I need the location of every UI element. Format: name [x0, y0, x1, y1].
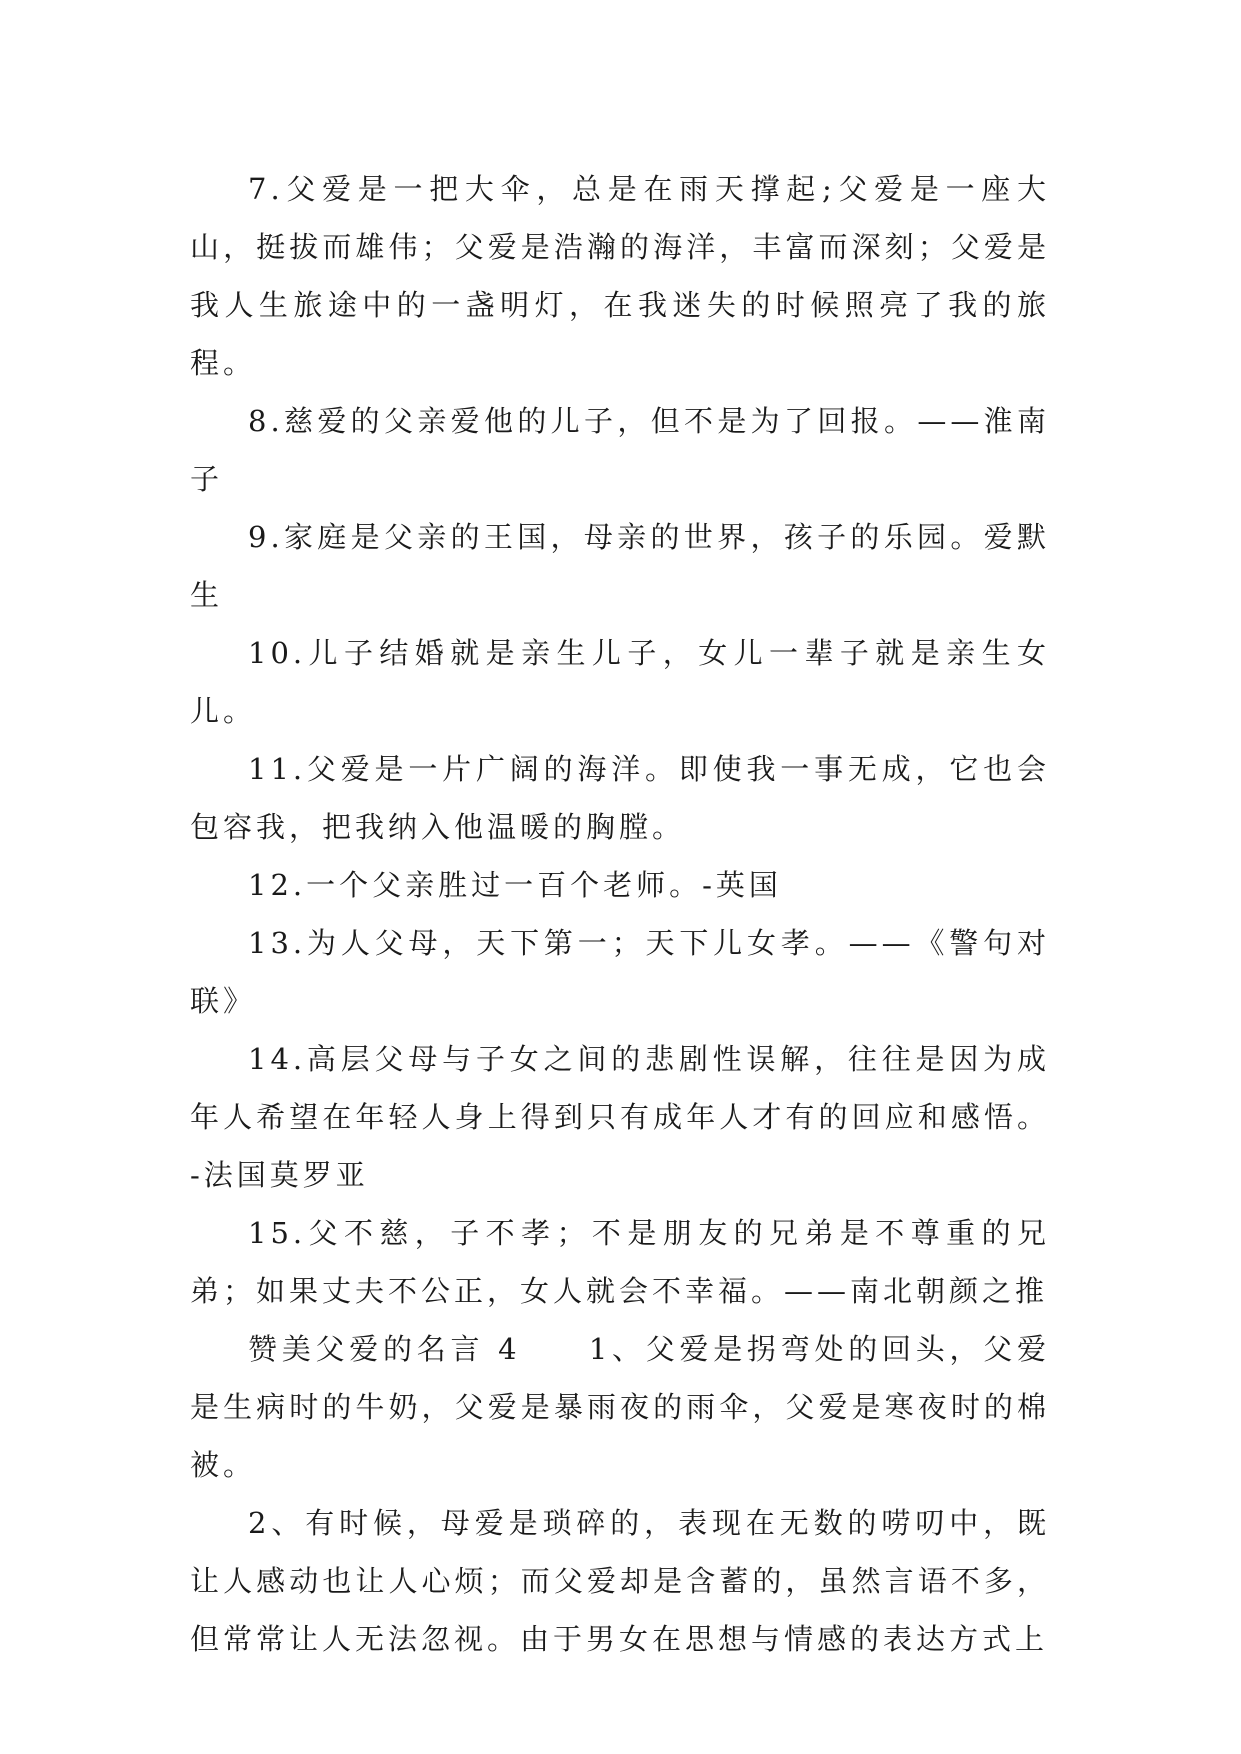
paragraph-section-4-quote-1: 赞美父爱的名言 4 1、父爱是拐弯处的回头，父爱是生病时的牛奶，父爱是暴雨夜的雨伞，父爱是寒夜时的棉被。: [190, 1332, 1050, 1482]
document-page: [190, 160, 1050, 1668]
paragraph-section-4-quote-2: 2、有时候，母爱是琐碎的，表现在无数的唠叨中，既让人感动也让人心烦；而父爱却是含蓄的，虽然言语不多，但常常让人无法忽视。由于男女在思想与情感的表达方式上: [190, 1506, 1050, 1656]
paragraph-quote-11: 11.父爱是一片广阔的海洋。即使我一事无成，它也会包容我，把我纳入他温暖的胸膛。: [190, 752, 1050, 844]
paragraph-quote-13: 13.为人父母，天下第一；天下儿女孝。——《警句对联》: [190, 926, 1050, 1018]
paragraph-quote-9: 9.家庭是父亲的王国，母亲的世界，孩子的乐园。爱默生: [190, 520, 1050, 612]
paragraph-quote-8: 8.慈爱的父亲爱他的儿子，但不是为了回报。——淮南子: [190, 404, 1050, 496]
paragraph-quote-7: 7.父爱是一把大伞，总是在雨天撑起;父爱是一座大山，挺拔而雄伟；父爱是浩瀚的海洋，丰富而深刻；父爱是我人生旅途中的一盏明灯，在我迷失的时候照亮了我的旅程。: [190, 172, 1050, 380]
paragraph-quote-10: 10.儿子结婚就是亲生儿子，女儿一辈子就是亲生女儿。: [190, 636, 1050, 728]
paragraph-quote-15: 15.父不慈，子不孝；不是朋友的兄弟是不尊重的兄弟；如果丈夫不公正，女人就会不幸福。——南北朝颜之推: [190, 1216, 1050, 1308]
paragraph-quote-12: 12.一个父亲胜过一百个老师。-英国: [248, 868, 782, 902]
paragraph-quote-14: 14.高层父母与子女之间的悲剧性误解，往往是因为成年人希望在年轻人身上得到只有成年人才有的回应和感悟。-法国莫罗亚: [190, 1042, 1050, 1192]
